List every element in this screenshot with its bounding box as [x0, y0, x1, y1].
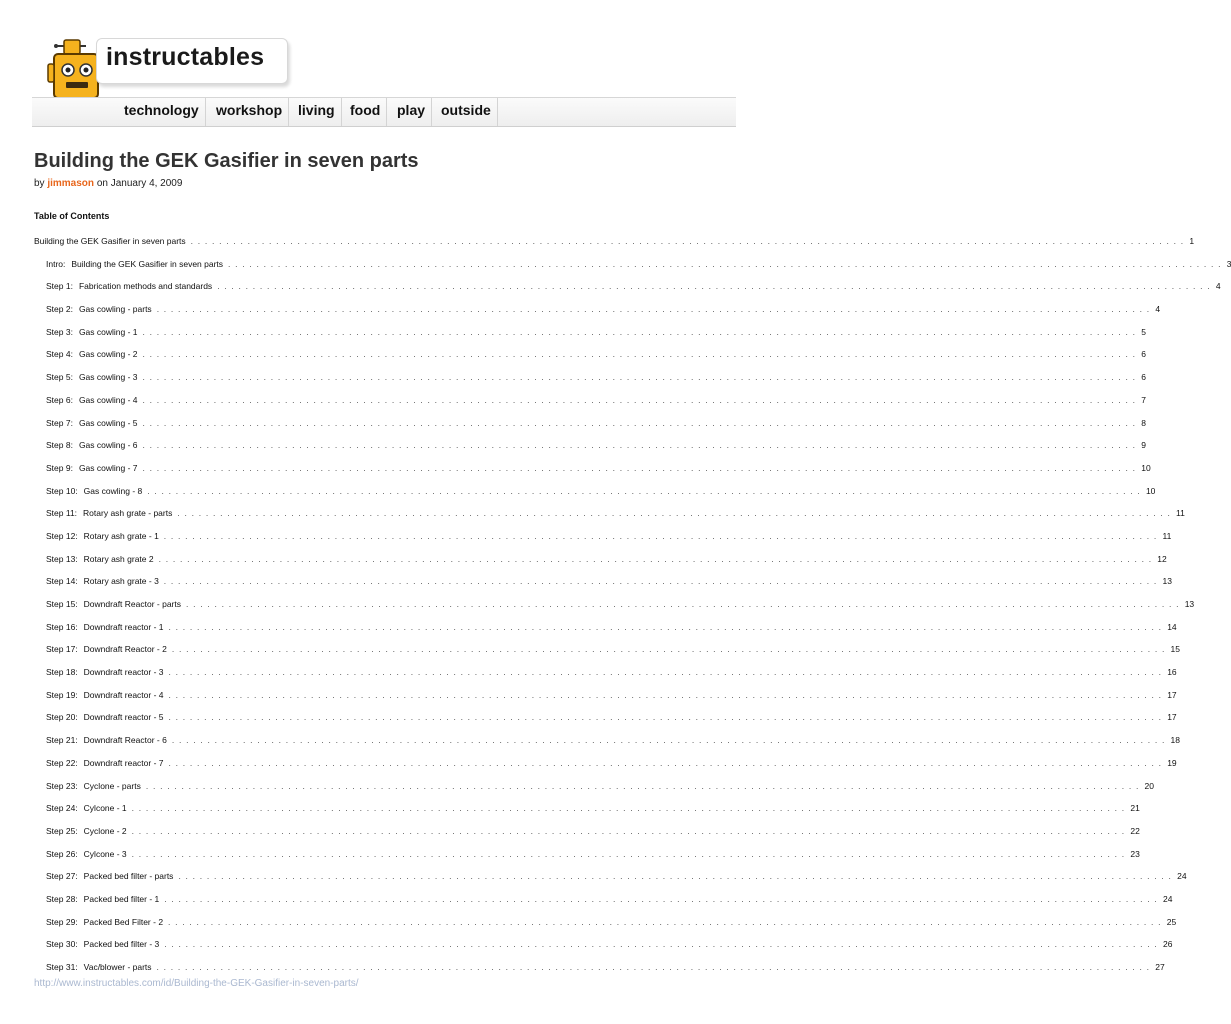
toc-page-number: 9 — [1141, 440, 1146, 451]
toc-row[interactable] — [34, 892, 1173, 915]
toc-dot-leader: . . . . . . . . . . . . . . . . . . . . . . . . . . . . . . . . . . . . . . . . . . . . . . . . . . . . . . . . . . . . . . . . . . . . . . . . . . . . . . . . . . . . . . . . . . . . . . . . . . . . . . . . . . . . . . . . . . . . . . . . . . . . . . . . . . . . . . . . . . . . — [142, 394, 1137, 405]
toc-label — [46, 393, 138, 407]
toc-step-title: Vac/blower - parts — [83, 962, 152, 972]
toc-step-title: Cylcone - 1 — [83, 803, 127, 814]
toc-dot-leader: . . . . . . . . . . . . . . . . . . . . . . . . . . . . . . . . . . . . . . . . . . . . . . . . . . . . . . . . . . . . . . . . . . . . . . . . . . . . . . . . . . . . . . . . . . . . . . . . . . . . . . . . . . . . . . . . . . . . . . . . . . . . . . . . . . . . . . . . . . . . — [164, 939, 1158, 950]
toc-label — [46, 370, 138, 384]
toc-page-number: 16 — [1167, 667, 1177, 678]
toc-dot-leader: . . . . . . . . . . . . . . . . . . . . . . . . . . . . . . . . . . . . . . . . . . . . . . . . . . . . . . . . . . . . . . . . . . . . . . . . . . . . . . . . . . . . . . . . . . . . . . . . . . . . . . . . . . . . . . . . . . . . . . . . . . . . . . . . . . . . . . . . . . . . — [171, 644, 1166, 655]
toc-row[interactable] — [34, 665, 1177, 688]
toc-row[interactable] — [34, 733, 1180, 756]
toc-row[interactable] — [34, 688, 1177, 711]
toc-row[interactable] — [34, 779, 1154, 802]
toc-page-number: 17 — [1167, 689, 1177, 700]
toc-label — [46, 847, 127, 861]
toc-step-prefix: Step 19: — [46, 689, 78, 700]
author-link[interactable]: jimmason — [47, 178, 95, 189]
toc-dot-leader: . . . . . . . . . . . . . . . . . . . . . . . . . . . . . . . . . . . . . . . . . . . . . . . . . . . . . . . . . . . . . . . . . . . . . . . . . . . . . . . . . . . . . . . . . . . . . . . . . . . . . . . . . . . . . . . . . . . . . . . . . . . . . . . . . . . . . . . . . . . . — [131, 803, 1126, 814]
toc-dot-leader: . . . . . . . . . . . . . . . . . . . . . . . . . . . . . . . . . . . . . . . . . . . . . . . . . . . . . . . . . . . . . . . . . . . . . . . . . . . . . . . . . . . . . . . . . . . . . . . . . . . . . . . . . . . . . . . . . . . . . . . . . . . . . . . . . . . . . . . . . . . . — [142, 326, 1137, 337]
nav-living[interactable]: living — [292, 98, 342, 126]
toc-dot-leader: . . . . . . . . . . . . . . . . . . . . . . . . . . . . . . . . . . . . . . . . . . . . . . . . . . . . . . . . . . . . . . . . . . . . . . . . . . . . . . . . . . . . . . . . . . . . . . . . . . . . . . . . . . . . . . . . . . . . . . . . . . . . . . . . . . . . . . . . . . . . — [178, 871, 1173, 882]
toc-label — [46, 710, 164, 724]
toc-dot-leader: . . . . . . . . . . . . . . . . . . . . . . . . . . . . . . . . . . . . . . . . . . . . . . . . . . . . . . . . . . . . . . . . . . . . . . . . . . . . . . . . . . . . . . . . . . . . . . . . . . . . . . . . . . . . . . . . . . . . . . . . . . . . . . . . . . . . . . . . . . . . — [168, 916, 1162, 927]
toc-step-prefix: Step 7: — [46, 417, 73, 428]
toc-dot-leader: . . . . . . . . . . . . . . . . . . . . . . . . . . . . . . . . . . . . . . . . . . . . . . . . . . . . . . . . . . . . . . . . . . . . . . . . . . . . . . . . . . . . . . . . . . . . . . . . . . . . . . . . . . . . . . . . . . . . . . . . . . . . . . . . . . . . . . . . . . . . — [177, 508, 1172, 519]
toc-step-title: Cyclone - 2 — [83, 825, 127, 836]
toc-dot-leader: . . . . . . . . . . . . . . . . . . . . . . . . . . . . . . . . . . . . . . . . . . . . . . . . . . . . . . . . . . . . . . . . . . . . . . . . . . . . . . . . . . . . . . . . . . . . . . . . . . . . . . . . . . . . . . . . . . . . . . . . . . . . . . . . . . . . . . . . . . . . — [168, 757, 1163, 768]
toc-dot-leader: . . . . . . . . . . . . . . . . . . . . . . . . . . . . . . . . . . . . . . . . . . . . . . . . . . . . . . . . . . . . . . . . . . . . . . . . . . . . . . . . . . . . . . . . . . . . . . . . . . . . . . . . . . . . . . . . . . . . . . . . . . . . . . . . . . . . . . . . . . . . — [142, 349, 1137, 360]
site-header — [0, 0, 768, 130]
toc-step-title: Rotary ash grate 2 — [83, 553, 154, 564]
toc-step-title: Downdraft reactor - 4 — [83, 689, 164, 700]
toc-page-number: 20 — [1144, 780, 1154, 791]
toc-step-prefix: Step 28: — [46, 893, 78, 904]
toc-page-number: 21 — [1130, 803, 1140, 814]
nav-technology[interactable]: technology — [118, 98, 206, 126]
toc-label — [46, 461, 138, 475]
toc-row[interactable] — [34, 620, 1177, 643]
toc-dot-leader: . . . . . . . . . . . . . . . . . . . . . . . . . . . . . . . . . . . . . . . . . . . . . . . . . . . . . . . . . . . . . . . . . . . . . . . . . . . . . . . . . . . . . . . . . . . . . . . . . . . . . . . . . . . . . . . . . . . . . . . . . . . . . . . . . . . . . . . . . . . . — [164, 893, 1158, 904]
toc-dot-leader: . . . . . . . . . . . . . . . . . . . . . . . . . . . . . . . . . . . . . . . . . . . . . . . . . . . . . . . . . . . . . . . . . . . . . . . . . . . . . . . . . . . . . . . . . . . . . . . . . . . . . . . . . . . . . . . . . . . . . . . . . . . . . . . . . . . . . . . . . . . . — [168, 689, 1163, 700]
footer-url[interactable]: http://www.instructables.com/id/Building-the-GEK-Gasifier-in-seven-parts/ — [34, 978, 359, 989]
toc-label — [46, 347, 138, 361]
toc-label — [46, 756, 164, 770]
toc-dot-leader: . . . . . . . . . . . . . . . . . . . . . . . . . . . . . . . . . . . . . . . . . . . . . . . . . . . . . . . . . . . . . . . . . . . . . . . . . . . . . . . . . . . . . . . . . . . . . . . . . . . . . . . . . . . . . . . . . . . . . . . . . . . . . . . . . . . . . . . . . . . . — [142, 440, 1137, 451]
toc-step-prefix: Step 31: — [46, 962, 78, 972]
toc-step-prefix: Step 9: — [46, 462, 73, 473]
toc-step-title: Fabrication methods and standards — [78, 281, 213, 292]
toc-step-prefix: Step 26: — [46, 848, 78, 859]
toc-step-title: Building the GEK Gasifier in seven parts — [71, 258, 224, 269]
toc-page-number: 11 — [1162, 530, 1172, 541]
toc-dot-leader: . . . . . . . . . . . . . . . . . . . . . . . . . . . . . . . . . . . . . . . . . . . . . . . . . . . . . . . . . . . . . . . . . . . . . . . . . . . . . . . . . . . . . . . . . . . . . . . . . . . . . . . . . . . . . . . . . . . . . . . . . . . . . . . . . . . . . . . . . . . . — [171, 735, 1166, 746]
toc-label — [46, 801, 127, 815]
toc-label — [46, 302, 152, 316]
toc-dot-leader: . . . . . . . . . . . . . . . . . . . . . . . . . . . . . . . . . . . . . . . . . . . . . . . . . . . . . . . . . . . . . . . . . . . . . . . . . . . . . . . . . . . . . . . . . . . . . . . . . . . . . . . . . . . . . . . . . . . . . . . . . . . . . . . . . . . . . . . . . . . . — [228, 258, 1222, 269]
toc-label — [46, 416, 138, 430]
toc-step-prefix: Step 21: — [46, 735, 78, 746]
toc-page-number: 6 — [1141, 349, 1146, 360]
toc-step-title: Gas cowling - 7 — [78, 462, 138, 473]
toc-row[interactable] — [34, 438, 1146, 461]
toc-dot-leader: . . . . . . . . . . . . . . . . . . . . . . . . . . . . . . . . . . . . . . . . . . . . . . . . . . . . . . . . . . . . . . . . . . . . . . . . . . . . . . . . . . . . . . . . . . . . . . . . . . . . . . . . . . . . . . . . . . . . . . . . . . . . . . . . . . . . . . . . . . . . — [131, 825, 1126, 836]
toc-step-prefix: Step 15: — [46, 599, 78, 609]
toc-step-title: Gas cowling - 6 — [78, 440, 138, 451]
toc-row[interactable] — [34, 461, 1151, 484]
toc-dot-leader: . . . . . . . . . . . . . . . . . . . . . . . . . . . . . . . . . . . . . . . . . . . . . . . . . . . . . . . . . . . . . . . . . . . . . . . . . . . . . . . . . . . . . . . . . . . . . . . . . . . . . . . . . . . . . . . . . . . . . . . . . . . . . . . . . . . . . . . . . . . . — [186, 599, 1180, 609]
byline-prefix: by — [34, 178, 45, 189]
toc-row[interactable] — [34, 393, 1146, 416]
toc-step-prefix: Step 30: — [46, 939, 78, 950]
toc-step-title: Downdraft reactor - 3 — [83, 667, 164, 678]
toc-dot-leader: . . . . . . . . . . . . . . . . . . . . . . . . . . . . . . . . . . . . . . . . . . . . . . . . . . . . . . . . . . . . . . . . . . . . . . . . . . . . . . . . . . . . . . . . . . . . . . . . . . . . . . . . . . . . . . . . . . . . . . . . . . . . . . . . . . . . . . . . . . . . — [163, 530, 1158, 541]
toc-dot-leader: . . . . . . . . . . . . . . . . . . . . . . . . . . . . . . . . . . . . . . . . . . . . . . . . . . . . . . . . . . . . . . . . . . . . . . . . . . . . . . . . . . . . . . . . . . . . . . . . . . . . . . . . . . . . . . . . . . . . . . . . . . . . . . . . . . . . . . . . . . . . — [145, 780, 1140, 791]
toc-label — [46, 869, 173, 883]
toc-dot-leader: . . . . . . . . . . . . . . . . . . . . . . . . . . . . . . . . . . . . . . . . . . . . . . . . . . . . . . . . . . . . . . . . . . . . . . . . . . . . . . . . . . . . . . . . . . . . . . . . . . . . . . . . . . . . . . . . . . . . . . . . . . . . . . . . . . . . . . . . . . . . — [163, 576, 1158, 587]
toc-page-number: 17 — [1167, 712, 1177, 723]
toc-row[interactable] — [34, 347, 1146, 370]
toc-row[interactable] — [34, 824, 1140, 847]
toc-step-prefix: Step 8: — [46, 440, 73, 451]
toc-step-title: Downdraft reactor - 5 — [83, 712, 164, 723]
toc-step-prefix: Step 13: — [46, 553, 78, 564]
toc-step-prefix: Step 18: — [46, 667, 78, 678]
toc-step-prefix: Step 4: — [46, 349, 73, 360]
toc-row[interactable] — [34, 869, 1187, 892]
toc-page-number: 27 — [1155, 962, 1165, 972]
toc-step-title: Packed bed filter - parts — [83, 871, 174, 882]
toc-dot-leader: . . . . . . . . . . . . . . . . . . . . . . . . . . . . . . . . . . . . . . . . . . . . . . . . . . . . . . . . . . . . . . . . . . . . . . . . . . . . . . . . . . . . . . . . . . . . . . . . . . . . . . . . . . . . . . . . . . . . . . . . . . . . . . . . . . . . . . . . . . . . — [158, 553, 1153, 564]
toc-step-prefix: Step 16: — [46, 621, 78, 632]
toc-step-prefix: Step 22: — [46, 757, 78, 768]
toc-page-number: 23 — [1130, 848, 1140, 859]
toc-step-title: Rotary ash grate - 1 — [83, 530, 159, 541]
category-nav — [32, 97, 736, 127]
toc-page-number: 24 — [1162, 893, 1173, 904]
toc-step-prefix: Step 17: — [46, 644, 78, 655]
toc-step-prefix: Step 2: — [46, 304, 73, 315]
toc-step-prefix: Step 3: — [46, 326, 73, 337]
toc-page-number: 5 — [1141, 326, 1146, 337]
nav-food[interactable]: food — [344, 98, 387, 126]
toc-step-title: Cylcone - 3 — [83, 848, 127, 859]
toc-page-number: 12 — [1157, 553, 1167, 564]
toc-step-prefix: Step 24: — [46, 803, 78, 814]
toc-page-number: 25 — [1166, 916, 1177, 927]
toc-label — [46, 937, 159, 951]
toc-page-number: 6 — [1141, 372, 1146, 383]
toc-row[interactable] — [34, 529, 1172, 552]
toc-row[interactable] — [34, 642, 1180, 665]
toc-label — [46, 597, 181, 611]
toc-page-number: 4 — [1155, 304, 1161, 315]
toc-row[interactable] — [34, 574, 1172, 597]
toc-dot-leader: . . . . . . . . . . . . . . . . . . . . . . . . . . . . . . . . . . . . . . . . . . . . . . . . . . . . . . . . . . . . . . . . . . . . . . . . . . . . . . . . . . . . . . . . . . . . . . . . . . . . . . . . . . . . . . . . . . . . . . . . . . . . . . . . . . . . . . . . . . . . — [147, 485, 1141, 496]
toc-label — [46, 325, 138, 339]
toc-step-prefix: Step 11: — [46, 508, 78, 519]
toc-row[interactable] — [34, 325, 1146, 348]
toc-step-prefix: Step 6: — [46, 394, 73, 405]
toc-label — [46, 733, 167, 747]
toc-page-number: 26 — [1162, 939, 1173, 950]
toc-row[interactable] — [34, 710, 1177, 733]
toc-page-number: 24 — [1177, 871, 1187, 882]
toc-row[interactable] — [34, 302, 1161, 325]
toc-dot-leader: . . . . . . . . . . . . . . . . . . . . . . . . . . . . . . . . . . . . . . . . . . . . . . . . . . . . . . . . . . . . . . . . . . . . . . . . . . . . . . . . . . . . . . . . . . . . . . . . . . . . . . . . . . . . . . . . . . . . . . . . . . . . . . . . . . . . . . . . . . . . — [217, 281, 1211, 292]
toc-step-title: Packed Bed Filter - 2 — [83, 916, 164, 927]
toc-page-number: 1 — [1189, 236, 1195, 246]
toc-step-title: Downdraft reactor - 7 — [83, 757, 164, 768]
toc-step-title: Downdraft reactor - 1 — [83, 621, 164, 632]
toc-step-prefix: Step 25: — [46, 825, 78, 836]
toc-step-prefix: Step 1: — [46, 281, 73, 292]
toc-step-prefix: Step 5: — [46, 372, 73, 383]
toc-step-prefix: Step 12: — [46, 530, 78, 541]
toc-label — [46, 824, 127, 838]
toc-step-title: Downdraft Reactor - 6 — [83, 735, 167, 746]
toc-label — [46, 438, 138, 452]
toc-label — [46, 506, 172, 520]
toc-step-title: Gas cowling - 2 — [78, 349, 138, 360]
toc-page-number: 4 — [1215, 281, 1221, 292]
toc-dot-leader: . . . . . . . . . . . . . . . . . . . . . . . . . . . . . . . . . . . . . . . . . . . . . . . . . . . . . . . . . . . . . . . . . . . . . . . . . . . . . . . . . . . . . . . . . . . . . . . . . . . . . . . . . . . . . . . . . . . . . . . . . . . . . . . . . . . . . . . . . . . . — [168, 712, 1163, 723]
toc-page-number: 3 — [1226, 258, 1231, 269]
publish-date: on January 4, 2009 — [96, 178, 183, 189]
toc-step-title: Gas cowling - parts — [78, 304, 152, 315]
toc-row[interactable] — [34, 847, 1140, 870]
toc-label — [34, 234, 186, 248]
toc-step-title: Building the GEK Gasifier in seven parts — [34, 236, 186, 246]
toc-step-title: Gas cowling - 8 — [83, 485, 143, 496]
table-of-contents — [34, 234, 1231, 983]
toc-step-prefix: Step 23: — [46, 780, 78, 791]
toc-row[interactable] — [34, 597, 1195, 620]
toc-label — [46, 574, 159, 588]
toc-label — [46, 688, 164, 702]
toc-step-prefix: Step 27: — [46, 871, 78, 882]
toc-row[interactable] — [34, 370, 1146, 393]
toc-page-number: 10 — [1141, 462, 1151, 473]
toc-step-title: Rotary ash grate - parts — [83, 508, 173, 519]
toc-page-number: 14 — [1167, 621, 1177, 632]
toc-dot-leader: . . . . . . . . . . . . . . . . . . . . . . . . . . . . . . . . . . . . . . . . . . . . . . . . . . . . . . . . . . . . . . . . . . . . . . . . . . . . . . . . . . . . . . . . . . . . . . . . . . . . . . . . . . . . . . . . . . . . . . . . . . . . . . . . . . . . . . . . . . . . — [156, 304, 1151, 315]
toc-heading: Table of Contents — [34, 211, 110, 221]
toc-label — [46, 665, 164, 679]
toc-dot-leader: . . . . . . . . . . . . . . . . . . . . . . . . . . . . . . . . . . . . . . . . . . . . . . . . . . . . . . . . . . . . . . . . . . . . . . . . . . . . . . . . . . . . . . . . . . . . . . . . . . . . . . . . . . . . . . . . . . . . . . . . . . . . . . . . . . . . . . . . . . . . — [131, 848, 1126, 859]
toc-dot-leader: . . . . . . . . . . . . . . . . . . . . . . . . . . . . . . . . . . . . . . . . . . . . . . . . . . . . . . . . . . . . . . . . . . . . . . . . . . . . . . . . . . . . . . . . . . . . . . . . . . . . . . . . . . . . . . . . . . . . . . . . . . . . . . . . . . . . . . . . . . . . — [142, 417, 1137, 428]
toc-row[interactable] — [34, 484, 1156, 507]
toc-label — [46, 552, 154, 566]
toc-page-number: 22 — [1130, 825, 1140, 836]
toc-label — [46, 257, 223, 271]
toc-step-title: Gas cowling - 3 — [78, 372, 138, 383]
toc-label — [46, 484, 142, 498]
toc-step-prefix: Step 29: — [46, 916, 78, 927]
toc-step-prefix: Step 10: — [46, 485, 78, 496]
nav-play[interactable]: play — [391, 98, 432, 126]
toc-row[interactable] — [34, 279, 1221, 302]
toc-row[interactable] — [34, 937, 1173, 960]
toc-label — [46, 642, 167, 656]
toc-step-title: Gas cowling - 5 — [78, 417, 138, 428]
toc-page-number: 19 — [1167, 757, 1177, 768]
toc-dot-leader: . . . . . . . . . . . . . . . . . . . . . . . . . . . . . . . . . . . . . . . . . . . . . . . . . . . . . . . . . . . . . . . . . . . . . . . . . . . . . . . . . . . . . . . . . . . . . . . . . . . . . . . . . . . . . . . . . . . . . . . . . . . . . . . . . . . . . . . . . . . . — [142, 462, 1137, 473]
toc-dot-leader: . . . . . . . . . . . . . . . . . . . . . . . . . . . . . . . . . . . . . . . . . . . . . . . . . . . . . . . . . . . . . . . . . . . . . . . . . . . . . . . . . . . . . . . . . . . . . . . . . . . . . . . . . . . . . . . . . . . . . . . . . . . . . . . . . . . . . . . . . . . . — [142, 372, 1137, 383]
toc-page-number: 18 — [1170, 735, 1180, 746]
toc-step-title: Gas cowling - 1 — [78, 326, 138, 337]
toc-label — [46, 915, 163, 929]
toc-label — [46, 960, 152, 974]
toc-step-title: Rotary ash grate - 3 — [83, 576, 159, 587]
site-logo[interactable]: instructables — [106, 43, 265, 71]
toc-label — [46, 779, 141, 793]
toc-step-title: Packed bed filter - 1 — [83, 893, 160, 904]
toc-row[interactable] — [34, 801, 1140, 824]
toc-row[interactable] — [34, 416, 1146, 439]
toc-dot-leader: . . . . . . . . . . . . . . . . . . . . . . . . . . . . . . . . . . . . . . . . . . . . . . . . . . . . . . . . . . . . . . . . . . . . . . . . . . . . . . . . . . . . . . . . . . . . . . . . . . . . . . . . . . . . . . . . . . . . . . . . . . . . . . . . . . . . . . . . . . . . — [168, 621, 1163, 632]
nav-outside[interactable]: outside — [435, 98, 498, 126]
toc-dot-leader: . . . . . . . . . . . . . . . . . . . . . . . . . . . . . . . . . . . . . . . . . . . . . . . . . . . . . . . . . . . . . . . . . . . . . . . . . . . . . . . . . . . . . . . . . . . . . . . . . . . . . . . . . . . . . . . . . . . . . . . . . . . . . . . . . . . . . . . . . . . . — [190, 236, 1185, 246]
toc-step-prefix: Step 20: — [46, 712, 78, 723]
toc-row[interactable] — [34, 234, 1195, 257]
toc-row[interactable] — [34, 915, 1177, 938]
toc-step-title: Packed bed filter - 3 — [83, 939, 160, 950]
toc-row[interactable] — [34, 506, 1185, 529]
toc-page-number: 11 — [1176, 508, 1185, 519]
toc-step-prefix: Step 14: — [46, 576, 78, 587]
toc-page-number: 13 — [1184, 599, 1195, 609]
toc-row[interactable] — [34, 756, 1177, 779]
toc-page-number: 10 — [1145, 485, 1156, 496]
nav-workshop[interactable]: workshop — [210, 98, 289, 126]
toc-label — [46, 529, 159, 543]
toc-label — [46, 892, 159, 906]
toc-row[interactable] — [34, 552, 1167, 575]
toc-page-number: 8 — [1141, 417, 1146, 428]
toc-step-title: Gas cowling - 4 — [78, 394, 138, 405]
toc-dot-leader: . . . . . . . . . . . . . . . . . . . . . . . . . . . . . . . . . . . . . . . . . . . . . . . . . . . . . . . . . . . . . . . . . . . . . . . . . . . . . . . . . . . . . . . . . . . . . . . . . . . . . . . . . . . . . . . . . . . . . . . . . . . . . . . . . . . . . . . . . . . . — [168, 667, 1163, 678]
toc-step-title: Downdraft Reactor - parts — [83, 599, 181, 609]
toc-page-number: 7 — [1141, 394, 1146, 405]
toc-row[interactable] — [34, 257, 1231, 280]
page-title: Building the GEK Gasifier in seven parts — [34, 150, 419, 172]
byline — [34, 178, 182, 189]
toc-page-number: 13 — [1162, 576, 1172, 587]
toc-step-prefix: Intro: — [46, 258, 66, 269]
toc-step-title: Downdraft Reactor - 2 — [83, 644, 167, 655]
toc-dot-leader: . . . . . . . . . . . . . . . . . . . . . . . . . . . . . . . . . . . . . . . . . . . . . . . . . . . . . . . . . . . . . . . . . . . . . . . . . . . . . . . . . . . . . . . . . . . . . . . . . . . . . . . . . . . . . . . . . . . . . . . . . . . . . . . . . . . . . . . . . . . . — [156, 962, 1151, 972]
toc-step-title: Cyclone - parts — [83, 780, 141, 791]
toc-label — [46, 279, 212, 293]
toc-page-number: 15 — [1170, 644, 1180, 655]
toc-label — [46, 620, 164, 634]
